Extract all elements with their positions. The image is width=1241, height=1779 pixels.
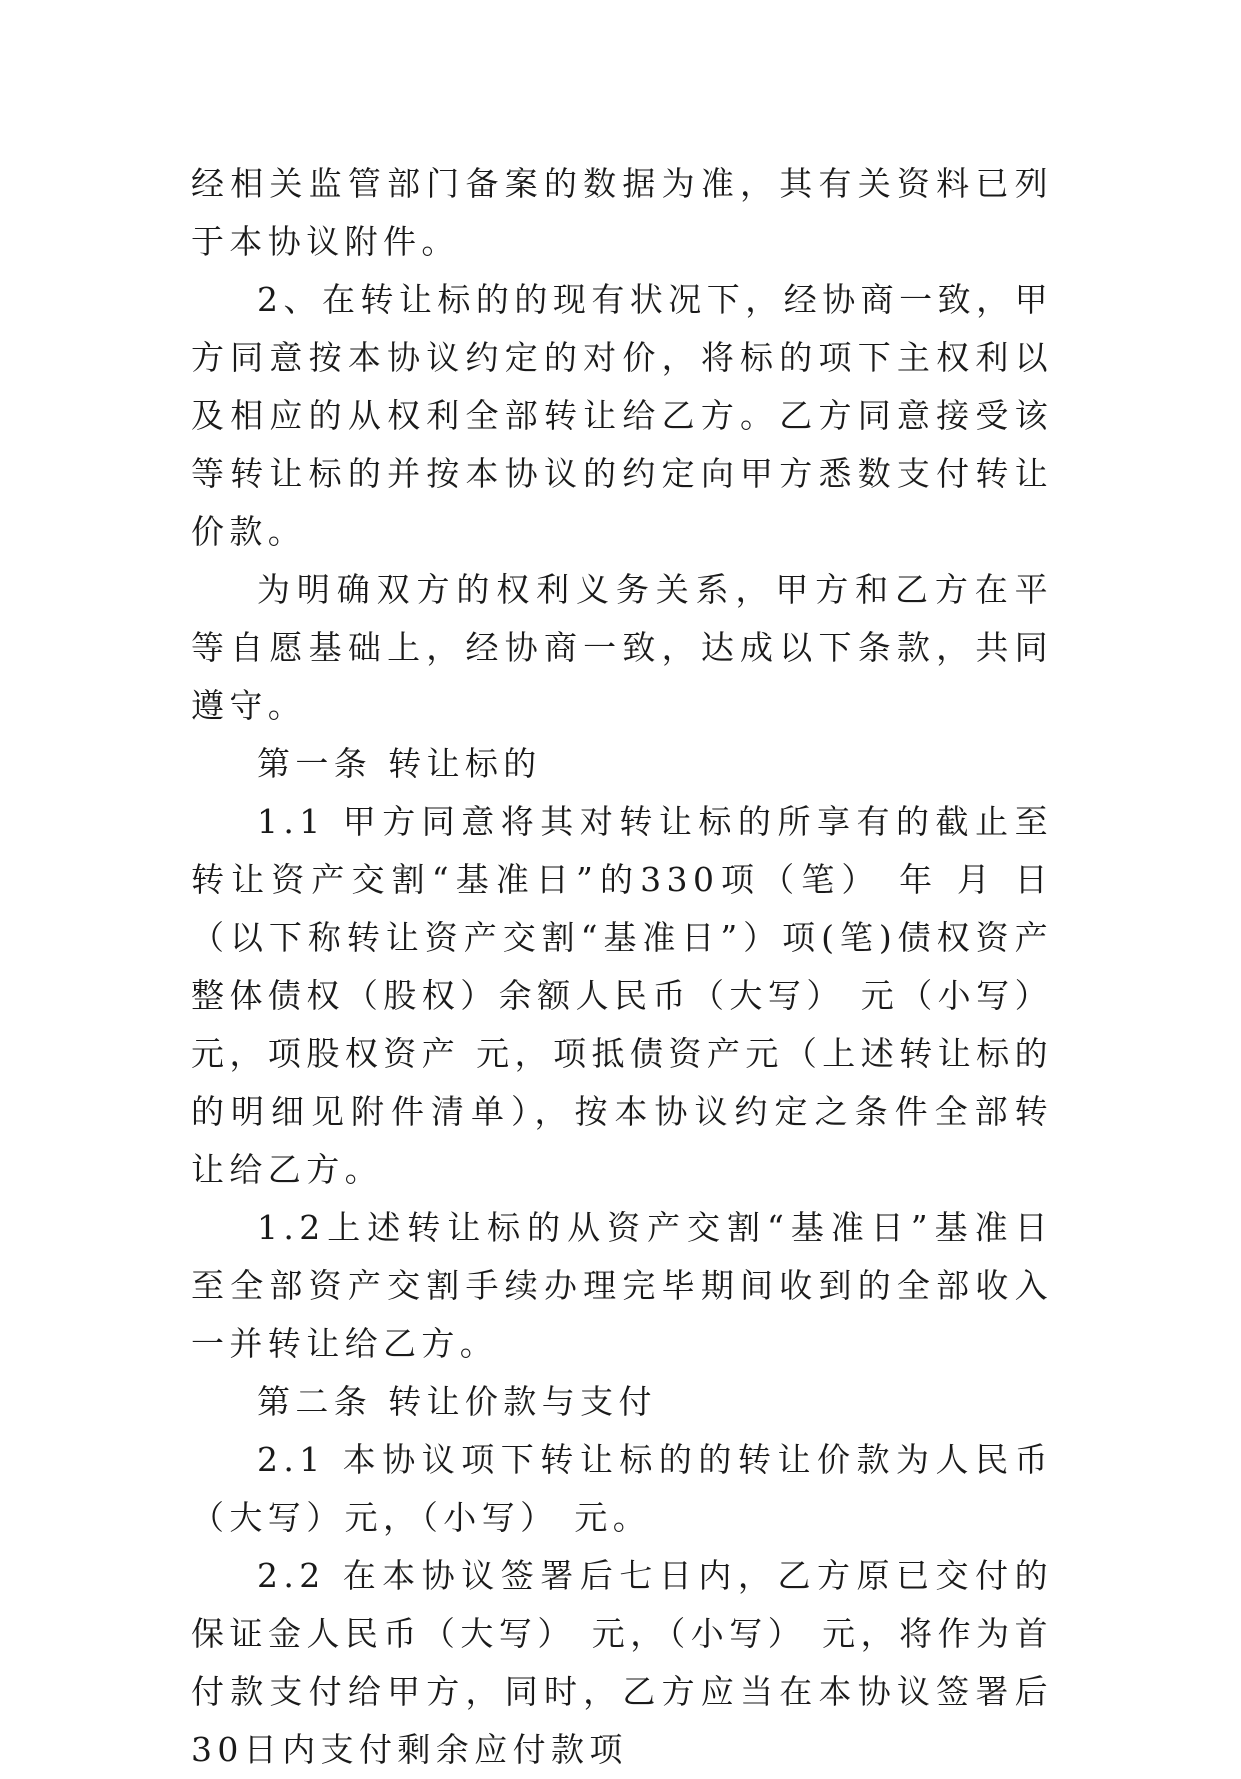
paragraph-2-transfer-agreement: 2、在转让标的的现有状况下，经协商一致，甲方同意按本协议约定的对价，将标的项下主权利以及相应的从权利全部转让给乙方。乙方同意接受该等转让标的并按本协议的约定向甲方悉数支付转让价款。	[191, 280, 1053, 551]
clause-2-1: 2.1 本协议项下转让标的的转让价款为人民币（大写）元，（小写） 元。	[191, 1440, 1053, 1537]
document-page	[191, 155, 1053, 1779]
article-2-heading: 第二条 转让价款与支付	[257, 1382, 657, 1421]
clause-2-2: 2.2 在本协议签署后七日内，乙方原已交付的保证金人民币（大写） 元，（小写） 元，将作为首付款支付给甲方，同时，乙方应当在本协议签署后30日内支付剩余应付款项	[191, 1556, 1053, 1769]
paragraph-continuation: 经相关监管部门备案的数据为准，其有关资料已列于本协议附件。	[191, 164, 1053, 261]
article-1-heading: 第一条 转让标的	[257, 744, 542, 783]
paragraph-rights-obligations: 为明确双方的权利义务关系，甲方和乙方在平等自愿基础上，经协商一致，达成以下条款，共同遵守。	[191, 570, 1053, 725]
clause-1-2: 1.2上述转让标的从资产交割“基准日”基准日至全部资产交割手续办理完毕期间收到的全部收入一并转让给乙方。	[191, 1208, 1053, 1363]
clause-1-1: 1.1 甲方同意将其对转让标的所享有的截止至转让资产交割“基准日”的330项（笔） 年 月 日（以下称转让资产交割“基准日”）项(笔)债权资产整体债权（股权）余额人民币（大写） 元（小写） 元，项股权资产 元，项抵债资产元（上述转让标的的明细见附件清单），按本协议约定之条件全部转让给乙方。	[191, 802, 1053, 1189]
